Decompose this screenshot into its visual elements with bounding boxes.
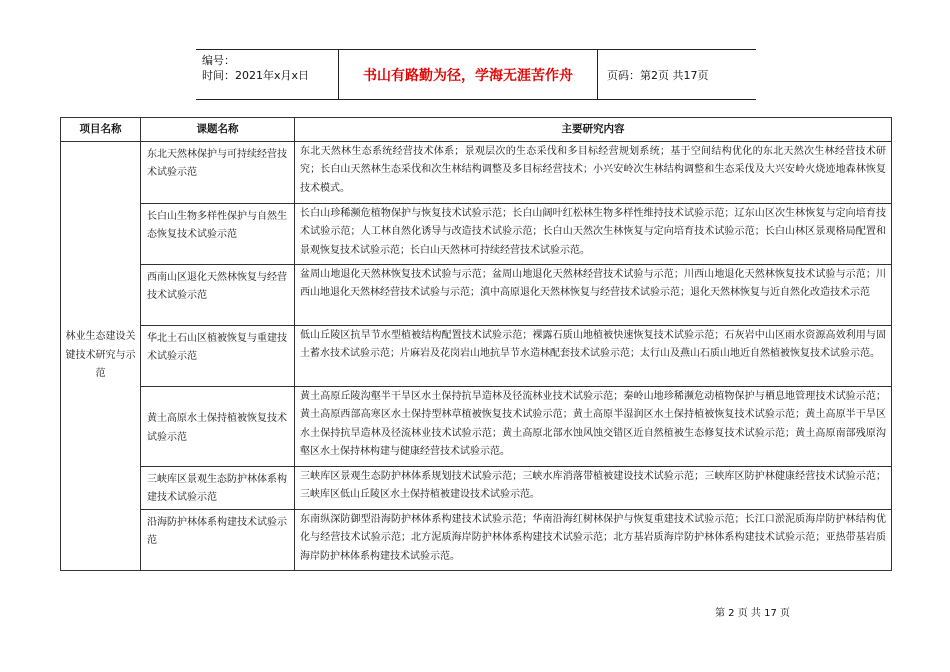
project-name-cell: 林业生态建设关键技术研究与示范: [61, 142, 141, 571]
header-motto: 书山有路勤为径，学海无涯苦作舟: [338, 50, 598, 99]
table-row: [61, 510, 892, 571]
header-page-number: 页码：第2页 共17页: [607, 69, 709, 82]
content-cell: 黄土高原丘陵沟壑半干旱区水土保持抗旱造林及径流林业技术试验示范；秦岭山地珍稀濒危动植物保护与栖息地管理技术试验示范；黄土高原西部高寒区水土保持型林草植被恢复技术试验示范；黄土高原半湿润区水土保持植被恢复技术试验示范；黄土高原半干旱区水土保持抗旱造林及径流林业技术试验示范；黄土高原北部水蚀风蚀交错区近自然植被生态修复技术试验示范；黄土高原南部残原沟壑区水土保持林构建与健康经营技术试验示范。: [295, 387, 892, 467]
page-header: [196, 49, 756, 100]
table-row: [61, 326, 892, 387]
header-meta: [202, 53, 309, 83]
table-row: [61, 142, 892, 204]
research-table: [60, 117, 892, 571]
column-header-content: 主要研究内容: [295, 118, 892, 142]
topic-cell: 东北天然林保护与可持续经营技术试验示范: [141, 142, 295, 204]
column-header-topic: 课题名称: [141, 118, 295, 142]
topic-cell: 三峡库区景观生态防护林体系构建技术试验示范: [141, 467, 295, 510]
topic-cell: 华北土石山区植被恢复与重建技术试验示范: [141, 326, 295, 387]
content-cell: 东南纵深防御型沿海防护林体系构建技术试验示范；华南沿海红树林保护与恢复重建技术试验示范；长江口淤泥质海岸防护林结构优化与经营技术试验示范；北方泥质海岸防护林体系构建技术试验示范；北方基岩质海岸防护林体系构建技术试验示范；亚热带基岩质海岸防护林体系构建技术试验示范。: [295, 510, 892, 571]
content-cell: 长白山珍稀濒危植物保护与恢复技术试验示范；长白山阔叶红松林生物多样性维持技术试验示范；辽东山区次生林恢复与定向培育技术试验示范；人工林自然化诱导与改造技术试验示范；长白山天然次生林恢复与定向培育技术试验示范；长白山林区景观格局配置和景观恢复技术试验示范；长白山天然林可持续经营技术试验示范。: [295, 204, 892, 265]
table-row: [61, 204, 892, 265]
document-number-label: 编号：: [202, 54, 235, 67]
content-cell: 三峡库区景观生态防护林体系规划技术试验示范；三峡水库消落带植被建设技术试验示范；三峡库区防护林健康经营技术试验示范；三峡库区低山丘陵区水土保持植被建设技术试验示范。: [295, 467, 892, 510]
document-date-label: 时间：2021年x月x日: [202, 69, 310, 82]
table-row: [61, 387, 892, 467]
topic-cell: 西南山区退化天然林恢复与经营技术试验示范: [141, 265, 295, 326]
topic-cell: 沿海防护林体系构建技术试验示范: [141, 510, 295, 571]
page-footer: 第 2 页 共 17 页: [715, 608, 790, 619]
content-cell: 盆周山地退化天然林恢复技术试验与示范；盆周山地退化天然林经营技术试验与示范；川西山地退化天然林恢复技术试验与示范；川西山地退化天然林经营技术试验与示范；滇中高原退化天然林恢复与经营技术试验示范；退化天然林恢复与近自然化改造技术示范: [295, 265, 892, 326]
table-row: [61, 467, 892, 510]
column-header-project: 项目名称: [61, 118, 141, 142]
content-cell: 低山丘陵区抗旱节水型植被结构配置技术试验示范；裸露石质山地植被快速恢复技术试验示范；石灰岩中山区雨水资源高效利用与固土蓄水技术试验示范；片麻岩及花岗岩山地抗旱节水造林配套技术试验示范；太行山及燕山石质山地近自然植被恢复技术试验示范。: [295, 326, 892, 387]
table-header-row: [61, 118, 892, 142]
topic-cell: 黄土高原水土保持植被恢复技术试验示范: [141, 387, 295, 467]
content-cell: 东北天然林生态系统经营技术体系；景观层次的生态采伐和多目标经营规划系统；基于空间结构优化的东北天然次生林经营技术研究；长白山天然林生态采伐和次生林结构调整及多目标经营技术；小兴安岭次生林结构调整和生态采伐及大兴安岭火烧迹地森林恢复技术模式。: [295, 142, 892, 204]
table-row: [61, 265, 892, 326]
topic-cell: 长白山生物多样性保护与自然生态恢复技术试验示范: [141, 204, 295, 265]
